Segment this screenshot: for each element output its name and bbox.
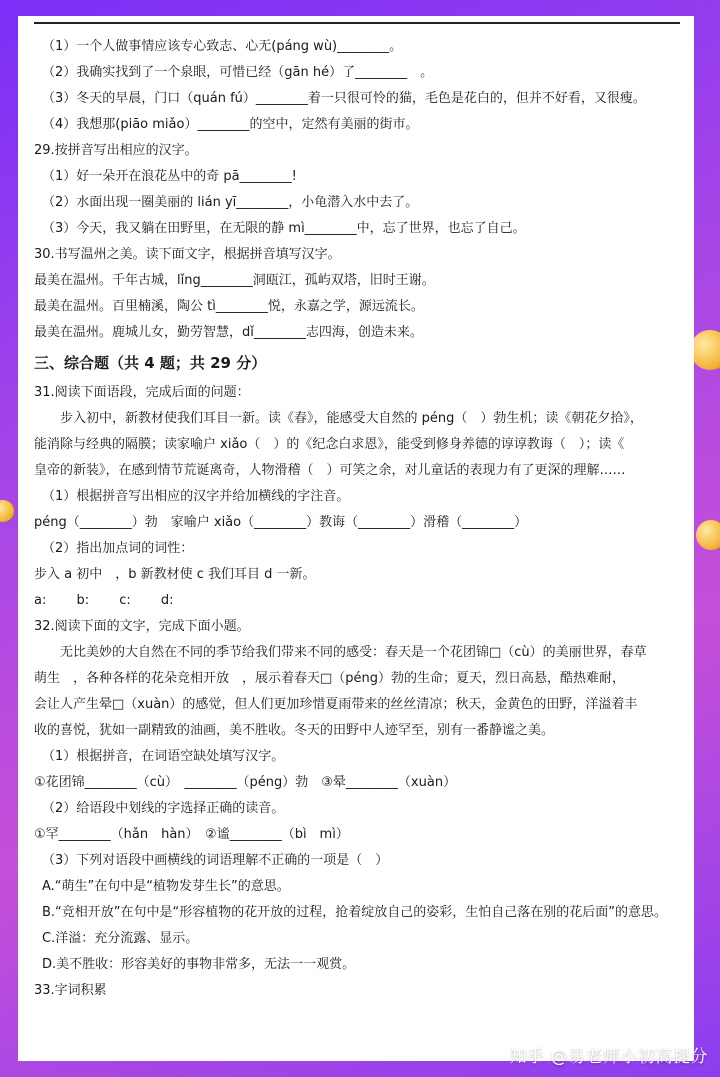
- q31-title: 31.阅读下面语段，完成后面的问题：: [34, 385, 250, 400]
- q32-sub-1: （1）根据拼音，在词语空缺处填写汉字。: [42, 749, 285, 764]
- q31-sub-2-answer: a: b: c: d:: [34, 593, 174, 608]
- q32-title: 32.阅读下面的文字，完成下面小题。: [34, 619, 250, 634]
- q30-line-1: 最美在温州。千年古城，lǐng________洞瓯江，孤屿双塔，旧时王谢。: [34, 273, 435, 288]
- q29-item-3: （3）今天，我又躺在田野里，在无限的静 mì________中，忘了世界，也忘了自己。: [42, 221, 526, 236]
- q32-sub-2-answer: ①罕________（hǎn hàn） ②谧________（bì mì）: [34, 827, 349, 842]
- q30-line-2: 最美在温州。百里楠溪，陶公 tì________悦，永嘉之学，源远流长。: [34, 299, 424, 314]
- q31-sub-1: （1）根据拼音写出相应的汉字并给加横线的字注音。: [42, 489, 350, 504]
- q32-passage-4: 收的喜悦，犹如一副精致的油画，美不胜收。冬天的田野中人迹罕至，别有一番静谧之美。: [34, 723, 555, 738]
- q29-item-1: （1）好一朵开在浪花丛中的奇 pā________!: [42, 169, 297, 184]
- q32-option-b: B.“竞相开放”在句中是“形容植物的花开放的过程，抢着绽放自己的姿彩，生怕自己落在别的花后面”的意思。: [42, 905, 667, 920]
- q32-sub-3: （3）下列对语段中画横线的词语理解不正确的一项是（ ）: [42, 853, 389, 868]
- q29-item-2: （2）水面出现一圈美丽的 lián yī________，小龟潜入水中去了。: [42, 195, 419, 210]
- q30-line-3: 最美在温州。鹿城儿女，勤劳智慧，dǐ________志四海，创造未来。: [34, 325, 423, 340]
- q31-sub-1-answer: péng（________）勃 家喻户 xiǎo（________）教诲（________）滑稽（________）: [34, 515, 528, 530]
- section-3-heading: 三、综合题（共 4 题；共 29 分）: [34, 354, 267, 372]
- q30-title: 30.书写温州之美。读下面文字，根据拼音填写汉字。: [34, 247, 341, 262]
- decor-coin-top: [690, 330, 720, 370]
- q28-item-3: （3）冬天的早晨，门口（quán fú）________着一只很可怜的猫，毛色是花白的，但并不好看，又很瘦。: [42, 91, 646, 106]
- q28-item-1: （1）一个人做事情应该专心致志、心无(páng wù)________。: [42, 39, 403, 54]
- q33-title: 33.字词积累: [34, 983, 107, 998]
- q28-item-4: （4）我想那(piāo miǎo）________的空中，定然有美丽的街市。: [42, 117, 419, 132]
- q32-option-d: D.美不胜收：形容美好的事物非常多，无法一一观赏。: [42, 957, 356, 972]
- q32-option-a: A.“萌生”在句中是“植物发芽生长”的意思。: [42, 879, 290, 894]
- q31-passage-3: 皇帝的新装》，在感到情节荒诞离奇，人物滑稽（ ）可笑之余，对儿童话的表现力有了更深的理解……: [34, 463, 626, 478]
- q28-item-2: （2）我确实找到了一个泉眼，可惜已经（gān hé）了________ 。: [42, 65, 434, 80]
- q32-passage-2: 萌生 ，各种各样的花朵竞相开放 ，展示着春天□（péng）勃的生命；夏天，烈日高悬，酷热难耐，: [34, 671, 626, 686]
- worksheet-page: [18, 16, 694, 1061]
- q32-sub-1-answer: ①花团锦________（cù） ________（péng）勃 ③晕________（xuàn）: [34, 775, 457, 790]
- decor-coin-mid: [696, 520, 720, 550]
- q29-title: 29.按拼音写出相应的汉字。: [34, 143, 198, 158]
- q31-passage-2: 能消除与经典的隔膜；读家喻户 xiǎo（ ）的《纪念白求恩》，能受到修身养德的谆谆教诲（ ）；读《: [34, 437, 625, 452]
- q32-passage-3: 会让人产生晕□（xuàn）的感觉，但人们更加珍惜夏雨带来的丝丝清凉；秋天，金黄色的田野，洋溢着丰: [34, 697, 638, 712]
- q32-passage-1: 无比美妙的大自然在不同的季节给我们带来不同的感受：春天是一个花团锦□（cù）的美丽世界，春草: [60, 645, 647, 660]
- q31-passage-1: 步入初中，新教材使我们耳目一新。读《春》，能感受大自然的 péng（ ）勃生机；读《朝花夕拾》，: [60, 411, 643, 426]
- q31-sub-2: （2）指出加点词的词性：: [42, 541, 194, 556]
- decor-coin-left: [0, 500, 14, 522]
- q32-sub-2: （2）给语段中划线的字选择正确的读音。: [42, 801, 285, 816]
- zhihu-watermark: 知乎 @易老师小初高提分: [509, 1047, 708, 1067]
- q32-option-c: C.洋溢：充分流露、显示。: [42, 931, 199, 946]
- top-rule: [34, 22, 680, 24]
- q31-sub-2-sentence: 步入 a 初中 ，b 新教材使 c 我们耳目 d 一新。: [34, 567, 316, 582]
